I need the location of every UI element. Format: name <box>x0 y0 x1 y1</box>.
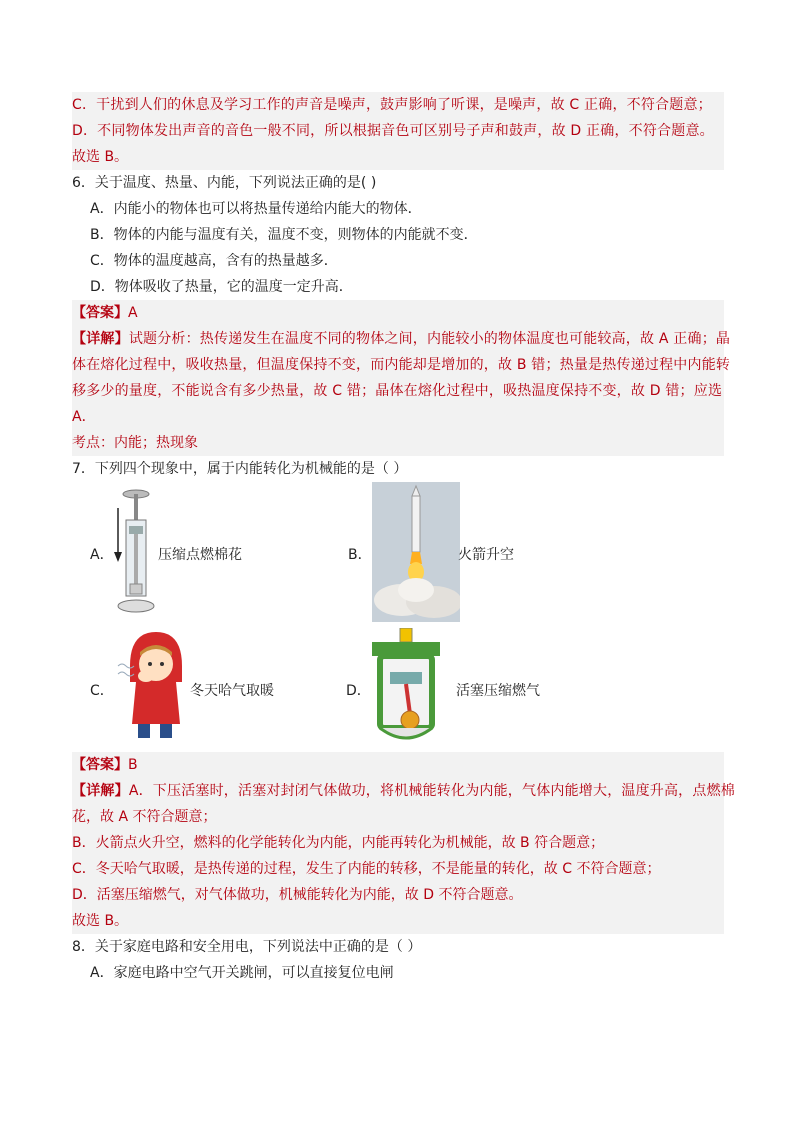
question-7-figure-row-1 <box>72 482 724 624</box>
question-6-detail-line-4: A． <box>72 409 96 425</box>
figure-b-caption: 火箭升空 <box>458 547 514 563</box>
question-7-stem: 7．下列四个现象中，属于内能转化为机械能的是（ ） <box>72 461 408 477</box>
answer-tag: 【答案】 <box>72 757 128 773</box>
question-6-detail-line-1 <box>72 326 731 352</box>
question-6-kaodian: 考点：内能；热现象 <box>72 435 198 451</box>
answer-tag: 【答案】 <box>72 305 128 321</box>
question-7-detail-line-5: D．活塞压缩燃气，对气体做功，机械能转化为内能，故 D 不符合题意。 <box>72 887 523 903</box>
explanation-conclusion: 故选 B。 <box>72 149 129 165</box>
answer-value: B <box>128 757 138 773</box>
explanation-line-d: D．不同物体发出声音的音色一般不同，所以根据音色可区别号子声和鼓声，故 D 正确，不符合题意。 <box>72 123 714 139</box>
question-6-option-b: B．物体的内能与温度有关，温度不变，则物体的内能就不变． <box>90 227 478 243</box>
question-6-solution <box>72 300 731 456</box>
question-7-detail-line-4: C．冬天哈气取暖，是热传递的过程，发生了内能的转移，不是能量的转化，故 C 不符合题意； <box>72 861 661 877</box>
figure-c-caption: 冬天哈气取暖 <box>190 683 274 699</box>
question-7-detail-line-1 <box>72 778 735 804</box>
piston-compression-image <box>370 628 442 746</box>
question-6-detail-line-2: 体在熔化过程中，吸收热量，但温度保持不变，而内能却是增加的，故 B 错；热量是热传递过程中内能转 <box>72 357 731 373</box>
question-6-option-c: C．物体的温度越高，含有的热量越多． <box>90 253 338 269</box>
question-7-detail-line-6: 故选 B。 <box>72 913 129 929</box>
detail-text: A．下压活塞时，活塞对封闭气体做功，将机械能转化为内能，气体内能增大，温度升高，点燃棉 <box>128 783 735 799</box>
detail-text: 试题分析：热传递发生在温度不同的物体之间，内能较小的物体温度也可能较高，故 A 正确；晶 <box>128 331 731 347</box>
figure-a-caption: 压缩点燃棉花 <box>158 547 242 563</box>
question-7-answer <box>72 752 724 778</box>
child-breathing-on-hands-image <box>116 626 192 746</box>
exam-page <box>72 92 735 986</box>
detail-tag: 【详解】 <box>72 331 129 347</box>
figure-a-letter: A． <box>90 547 114 563</box>
explanation-line-c: C．干扰到人们的休息及学习工作的声音是噪声，鼓声影响了听课，是噪声，故 C 正确，不符合题意； <box>72 97 712 113</box>
question-8-option-a: A．家庭电路中空气开关跳闸，可以直接复位电闸 <box>90 965 394 981</box>
detail-tag: 【详解】 <box>72 783 129 799</box>
compressed-air-igniter-image <box>112 486 156 618</box>
figure-d-letter: D． <box>346 683 371 699</box>
question-7-figure-row-2 <box>72 624 724 752</box>
question-6-answer <box>72 300 724 326</box>
question-7-detail-line-2: 花，故 A 不符合题意； <box>72 809 217 825</box>
rocket-launch-image <box>372 482 460 622</box>
question-6-detail-line-3: 移多少的量度，不能说含有多少热量，故 C 错；晶体在熔化过程中，吸热温度保持不变，故 D 错；应选 <box>72 383 723 399</box>
question-7-detail-line-3: B．火箭点火升空，燃料的化学能转化为内能，内能再转化为机械能，故 B 符合题意； <box>72 835 605 851</box>
answer-value: A <box>128 305 138 321</box>
question-6-option-d: D．物体吸收了热量，它的温度一定升高． <box>90 279 353 295</box>
question-7-solution <box>72 752 735 934</box>
question-6-stem: 6．关于温度、热量、内能，下列说法正确的是( ) <box>72 175 377 191</box>
figure-b-letter: B． <box>348 547 372 563</box>
figure-d-caption: 活塞压缩燃气 <box>456 683 540 699</box>
question-8-stem: 8．关于家庭电路和安全用电，下列说法中正确的是（ ） <box>72 939 422 955</box>
prev-question-explanation <box>72 92 724 170</box>
figure-c-letter: C． <box>90 683 114 699</box>
question-6-option-a: A．内能小的物体也可以将热量传递给内能大的物体． <box>90 201 422 217</box>
